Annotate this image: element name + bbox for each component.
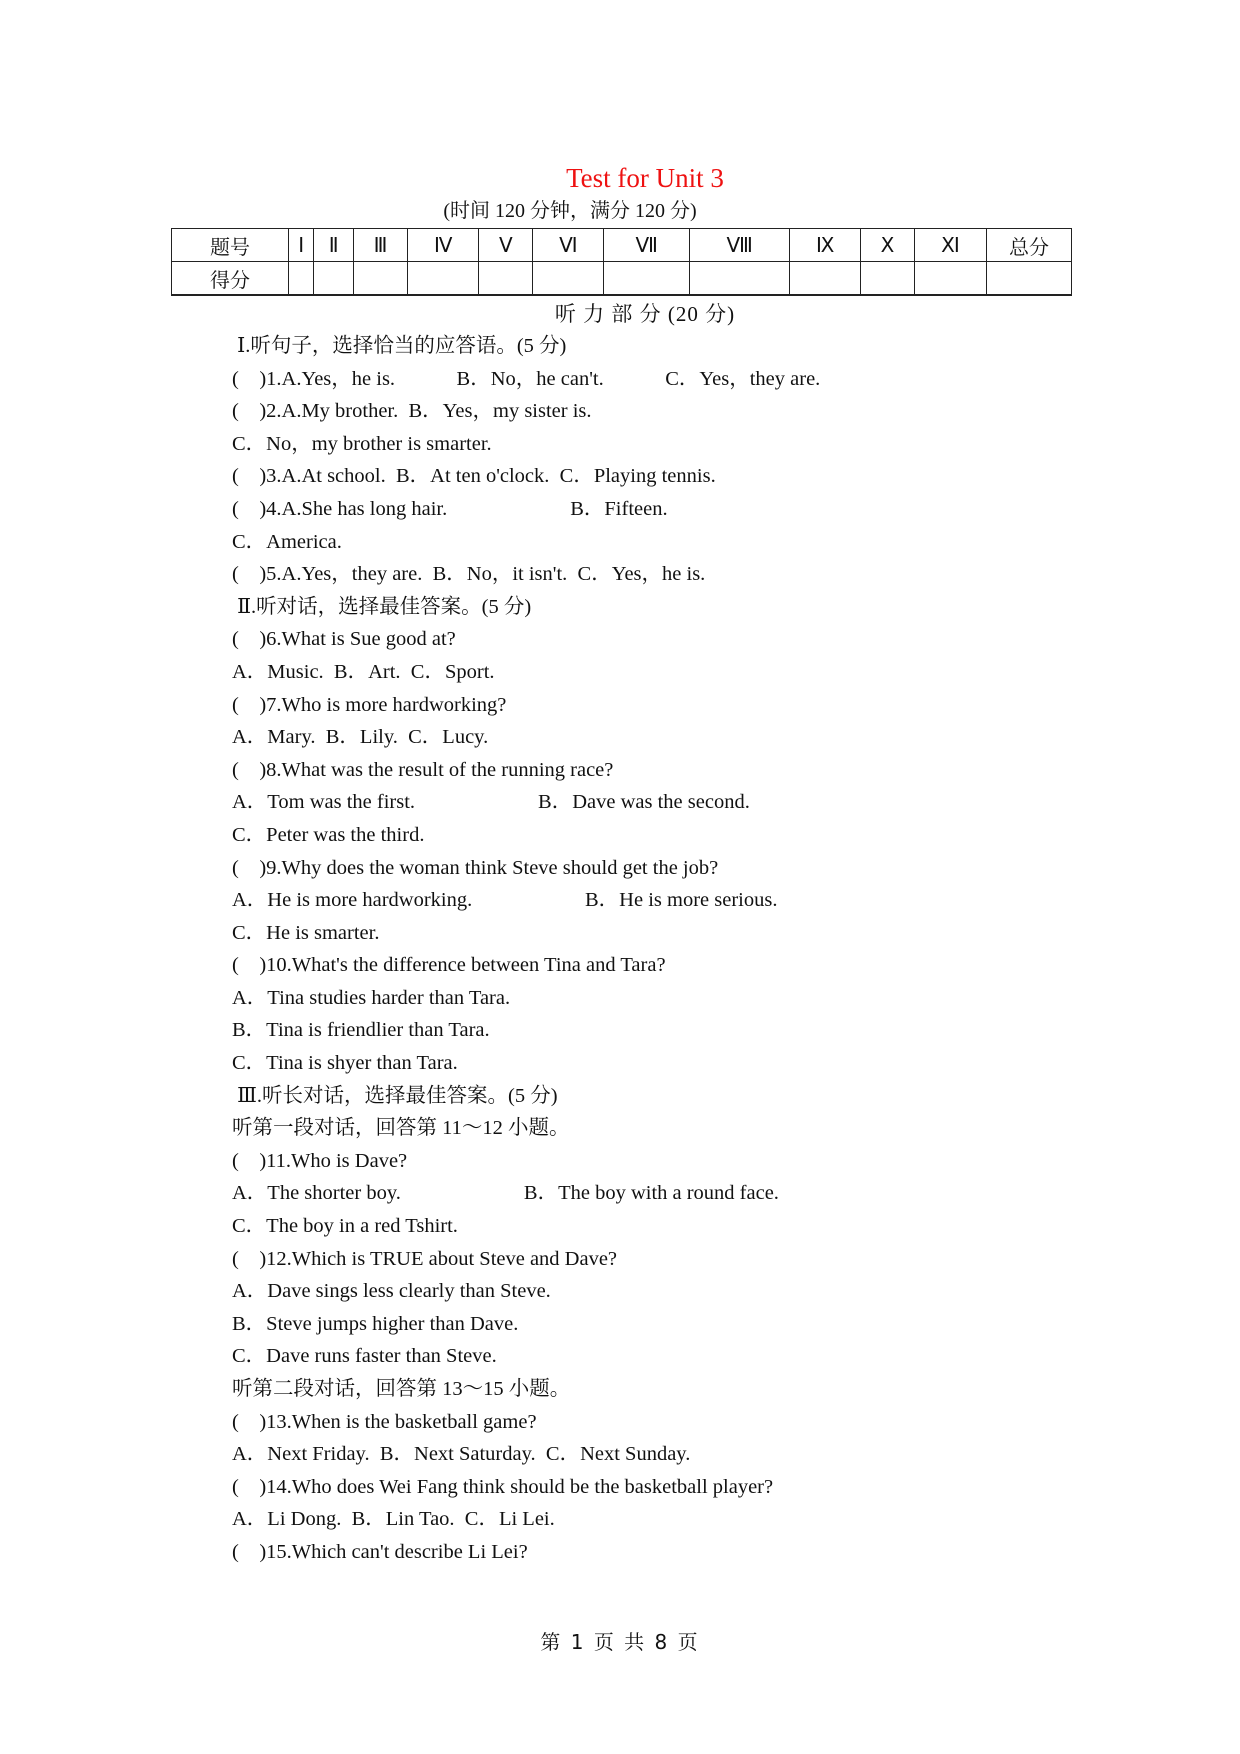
option-line: C．No，my brother is smarter. [232,432,492,455]
column-header: Ⅸ [790,229,861,262]
option-line: A．Dave sings less clearly than Steve. [232,1280,551,1303]
score-cell [914,262,986,296]
question-line: ( )2.A.My brother. B．Yes，my sister is. [232,400,592,423]
question-line: ( )5.A.Yes，they are. B．No，it isn't. C．Yes，he is. [232,563,706,586]
column-header: Ⅱ [314,229,354,262]
listening-part-title: 听 力 部 分 (20 分) [554,302,736,326]
option-line: C．Dave runs faster than Steve. [232,1345,497,1368]
time-and-score-note: (时间 120 分钟，满分 120 分) [443,200,697,222]
option-line: A．Li Dong. B．Lin Tao. C．Li Lei. [232,1508,555,1531]
option-line: A．The shorter boy. B．The boy with a round face. [232,1182,779,1205]
column-header: Ⅴ [479,229,533,262]
score-cell [408,262,479,296]
question-line: ( )10.What's the difference between Tina and Tara? [232,954,666,977]
option-line: C．Tina is shyer than Tara. [232,1052,458,1075]
option-line: C．He is smarter. [232,921,380,944]
column-header: Ⅰ [289,229,314,262]
column-header: Ⅶ [604,229,690,262]
score-cell-total [987,262,1072,296]
column-header: Ⅺ [914,229,986,262]
question-line: ( )3.A.At school. B．At ten o'clock. C．Playing tennis. [232,465,716,488]
question-line: ( )8.What was the result of the running race? [232,758,614,781]
score-cell [289,262,314,296]
option-line: C．The boy in a red Tshirt. [232,1215,458,1238]
question-line: ( )15.Which can't describe Li Lei? [232,1540,528,1563]
score-table-header-row [172,229,1072,262]
score-cell [353,262,407,296]
option-line: C．America. [232,530,342,553]
question-list [232,330,1132,1569]
question-line: ( )13.When is the basketball game? [232,1410,537,1433]
option-line: A．Music. B．Art. C．Sport. [232,660,495,683]
score-cell [604,262,690,296]
column-header-total: 总分 [987,229,1072,262]
option-line: C．Peter was the third. [232,823,425,846]
column-header: Ⅹ [861,229,915,262]
row-label-question-number: 题号 [172,229,289,262]
question-line: ( )9.Why does the woman think Steve should get the job? [232,856,719,879]
score-table [171,228,1072,296]
option-line: B．Steve jumps higher than Dave. [232,1312,519,1335]
section-heading: Ⅱ.听对话，选择最佳答案。(5 分) [232,595,532,618]
column-header: Ⅳ [408,229,479,262]
instruction-line: 听第二段对话，回答第 13～15 小题。 [232,1378,571,1400]
score-cell [314,262,354,296]
page-indicator: 第 1 页 共 8 页 [540,1630,700,1654]
column-header: Ⅵ [533,229,604,262]
question-line: ( )14.Who does Wei Fang think should be the basketball player? [232,1475,774,1498]
question-line: ( )12.Which is TRUE about Steve and Dave? [232,1247,618,1270]
option-line: A．Tina studies harder than Tara. [232,986,511,1009]
option-line: B．Tina is friendlier than Tara. [232,1019,490,1042]
score-table-score-row [172,262,1072,296]
option-line: A．He is more hardworking. B．He is more serious. [232,889,778,912]
question-line: ( )6.What is Sue good at? [232,628,456,651]
section-heading: Ⅲ.听长对话，选择最佳答案。(5 分) [232,1084,558,1107]
score-cell [790,262,861,296]
question-line: ( )4.A.She has long hair. B．Fifteen. [232,497,668,520]
option-line: A．Tom was the first. B．Dave was the second. [232,791,750,814]
option-line: A．Mary. B．Lily. C．Lucy. [232,726,489,749]
row-label-score: 得分 [172,262,289,296]
question-line: ( )1.A.Yes，he is. B．No，he can't. C．Yes，they are. [232,367,821,390]
instruction-line: 听第一段对话，回答第 11～12 小题。 [232,1117,570,1140]
question-line: ( )11.Who is Dave? [232,1149,408,1172]
document-title: Test for Unit 3 [566,163,724,193]
section-heading: Ⅰ.听句子，选择恰当的应答语。(5 分) [232,335,567,357]
question-line: ( )7.Who is more hardworking? [232,693,507,716]
option-line: A．Next Friday. B．Next Saturday. C．Next Sunday. [232,1443,691,1466]
score-cell [861,262,915,296]
score-cell [690,262,790,296]
score-cell [533,262,604,296]
column-header: Ⅷ [690,229,790,262]
column-header: Ⅲ [353,229,407,262]
score-cell [479,262,533,296]
